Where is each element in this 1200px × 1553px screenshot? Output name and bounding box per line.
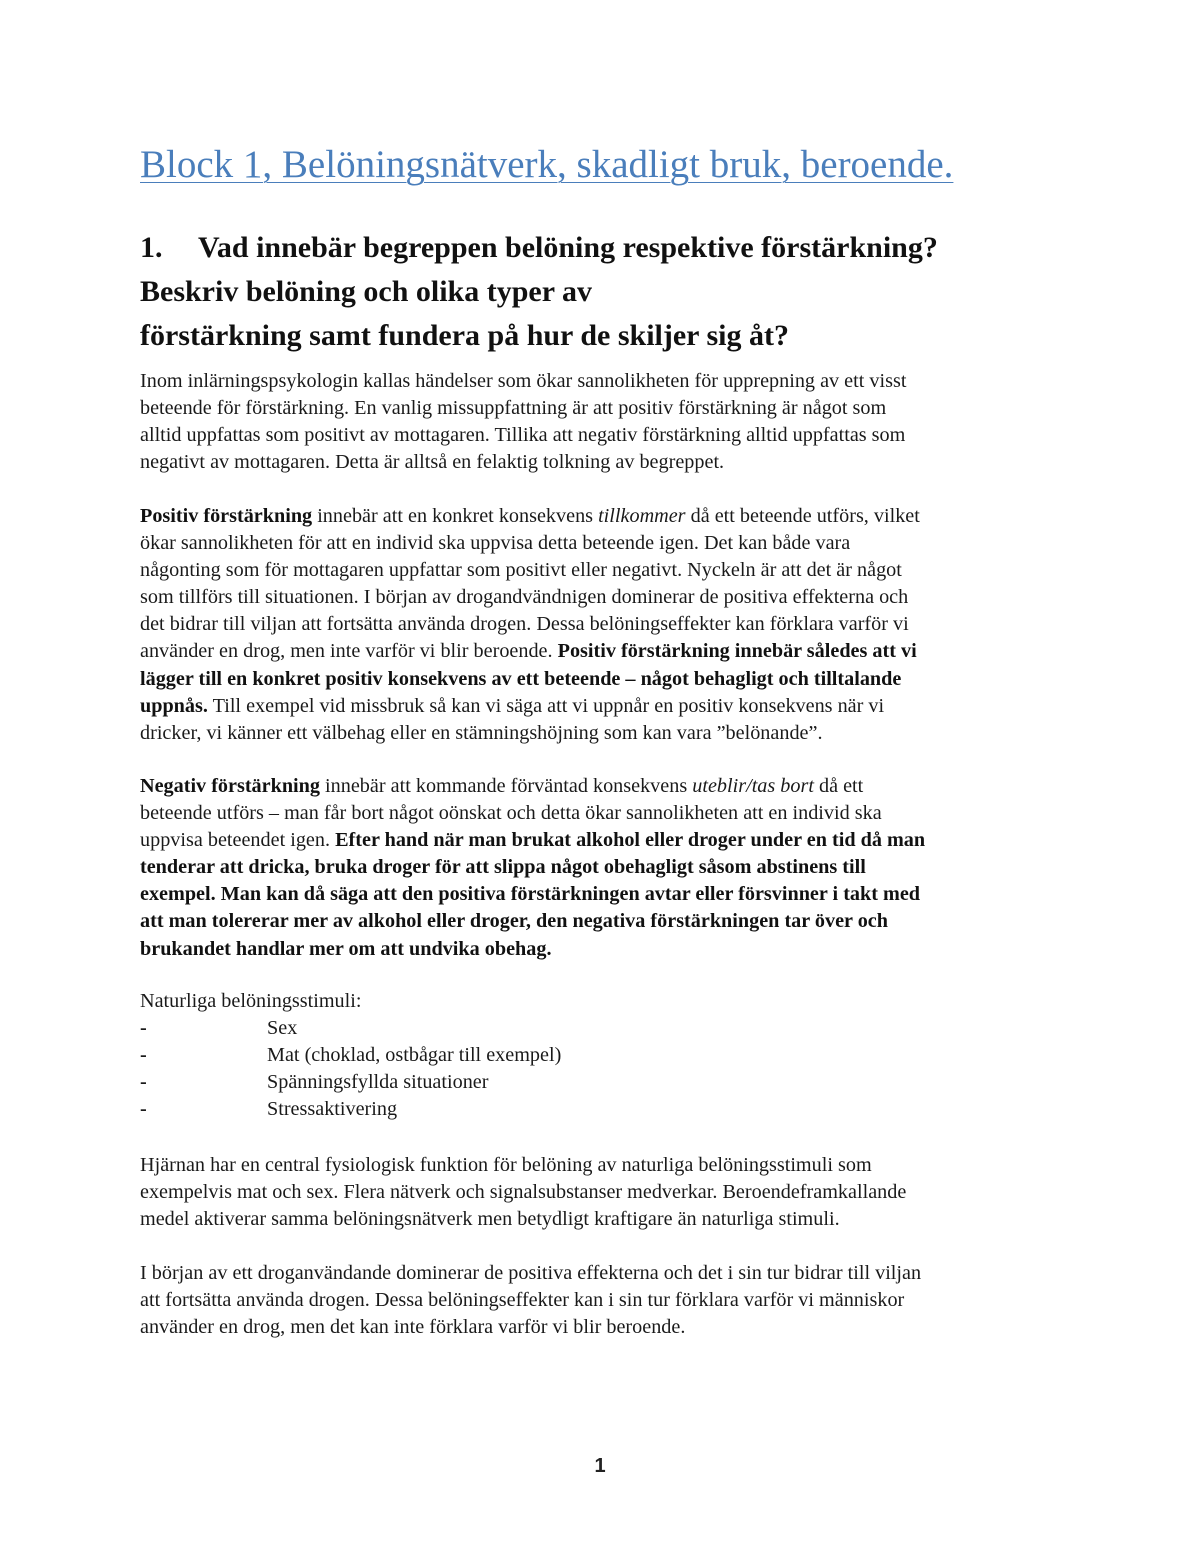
text-line: alltid uppfattas som positivt av mottagaren. Tillika att negativ förstärkning alltid uppfattas som	[140, 424, 906, 447]
text-line: använder en drog, men det kan inte förklara varför vi blir beroende.	[140, 1316, 686, 1339]
term-positive: Positiv förstärkning	[140, 505, 313, 527]
text-line: ökar sannolikheten för att en individ ska uppvisa detta beteende igen. Det kan både vara	[140, 532, 851, 555]
list-item-text: Sex	[267, 1017, 298, 1039]
list-item	[140, 1015, 1070, 1042]
text-line: I början av ett droganvändande dominerar de positiva effekterna och det i sin tur bidrar till viljan	[140, 1262, 922, 1284]
brain-paragraph	[140, 1152, 1070, 1233]
list-dash: -	[140, 1098, 147, 1121]
emphasis: tillkommer	[598, 505, 686, 527]
list-dash: -	[140, 1071, 147, 1094]
list-dash: -	[140, 1017, 147, 1039]
text-run: innebär att en konkret konsekvens	[312, 505, 599, 527]
text-line: som tillförs till situationen. I början av drogandvändnigen dominerar de positiva effekterna och	[140, 586, 909, 609]
list-dash: -	[140, 1044, 147, 1067]
question-line: Vad innebär begreppen belöning respektive förstärkning?	[198, 231, 938, 264]
list-item-text: Stressaktivering	[267, 1098, 398, 1121]
list-item	[140, 1042, 1070, 1069]
bold-line: brukandet handlar mer om att undvika obehag.	[140, 937, 552, 960]
text-line: någonting som för mottagaren uppfattar som positivt eller negativt. Nyckeln är att det är något	[140, 559, 902, 582]
text-run: då ett beteende utförs, vilket	[685, 505, 920, 527]
text-line: dricker, vi känner ett välbehag eller en stämningshöjning som kan vara ”belönande”.	[140, 721, 823, 744]
positive-reinforcement-paragraph	[140, 503, 1070, 747]
bold-line: lägger till en konkret positiv konsekvens av ett beteende – något behagligt och tilltalande	[140, 667, 902, 690]
text-run: då ett	[813, 775, 864, 797]
text-line: Hjärnan har en central fysiologisk funktion för belöning av naturliga belöningsstimuli som	[140, 1154, 872, 1176]
negative-reinforcement-paragraph	[140, 773, 1070, 963]
text-run: använder en drog, men inte varför vi blir beroende.	[140, 640, 558, 663]
text-line: Inom inlärningspsykologin kallas händelser som ökar sannolikheten för upprepning av ett visst	[140, 370, 907, 392]
text-line: beteende för förstärkning. En vanlig missuppfattning är att positiv förstärkning är något som	[140, 397, 887, 420]
question-line: förstärkning samt fundera på hur de skiljer sig åt?	[140, 319, 789, 352]
text-line: negativt av mottagaren. Detta är alltså en felaktig tolkning av begreppet.	[140, 451, 725, 474]
bold-line: att man tolererar mer av alkohol eller droger, den negativa förstärkningen tar över och	[140, 910, 888, 933]
text-run: uppvisa beteendet igen.	[140, 829, 336, 852]
list-item	[140, 1069, 1070, 1096]
text-run: Till exempel vid missbruk så kan vi säga att vi uppnår en positiv konsekvens när vi	[207, 694, 885, 717]
term-negative: Negativ förstärkning	[140, 775, 320, 797]
question-line: Beskriv belöning och olika typer av	[140, 275, 592, 308]
text-line: exempelvis mat och sex. Flera nätverk och signalsubstanser medverkar. Beroendeframkallande	[140, 1181, 907, 1204]
text-run: innebär att kommande förväntad konsekvens	[320, 775, 693, 797]
text-line: det bidrar till viljan att fortsätta använda drogen. Dessa belöningseffekter kan förklara varför vi	[140, 613, 909, 636]
bold-run: Positiv förstärkning innebär således att vi	[557, 640, 917, 663]
page-number: 1	[594, 1455, 606, 1477]
text-line: att fortsätta använda drogen. Dessa belöningseffekter kan i sin tur förklara varför vi människor	[140, 1289, 905, 1312]
text-line: beteende utförs – man får bort något oönskat och detta ökar sannolikheten att en individ ska	[140, 802, 882, 825]
stimuli-list	[140, 1015, 1070, 1123]
question-heading	[140, 226, 1070, 358]
bold-line: tenderar att dricka, bruka droger för att slippa något obehagligt såsom abstinens till	[140, 856, 866, 879]
bold-line: exempel. Man kan då säga att den positiva förstärkningen avtar eller försvinner i takt med	[140, 883, 921, 906]
emphasis: uteblir/tas bort	[692, 775, 814, 797]
closing-paragraph	[140, 1260, 1070, 1341]
text-line: Naturliga belöningsstimuli:	[140, 990, 362, 1012]
document-title: Block 1, Belöningsnätverk, skadligt bruk, beroende.	[140, 143, 954, 186]
list-item-text: Mat (choklad, ostbågar till exempel)	[267, 1044, 562, 1067]
text-line: medel aktiverar samma belöningsnätverk men betydligt kraftigare än naturliga stimuli.	[140, 1208, 840, 1231]
bold-run: uppnås.	[140, 694, 208, 717]
intro-paragraph	[140, 368, 1070, 476]
question-number: 1.	[140, 231, 163, 264]
stimuli-heading	[140, 988, 1070, 1015]
list-item-text: Spänningsfyllda situationer	[267, 1071, 489, 1094]
bold-run: Efter hand när man brukat alkohol eller droger under en tid då man	[335, 829, 926, 852]
list-item	[140, 1096, 1070, 1123]
